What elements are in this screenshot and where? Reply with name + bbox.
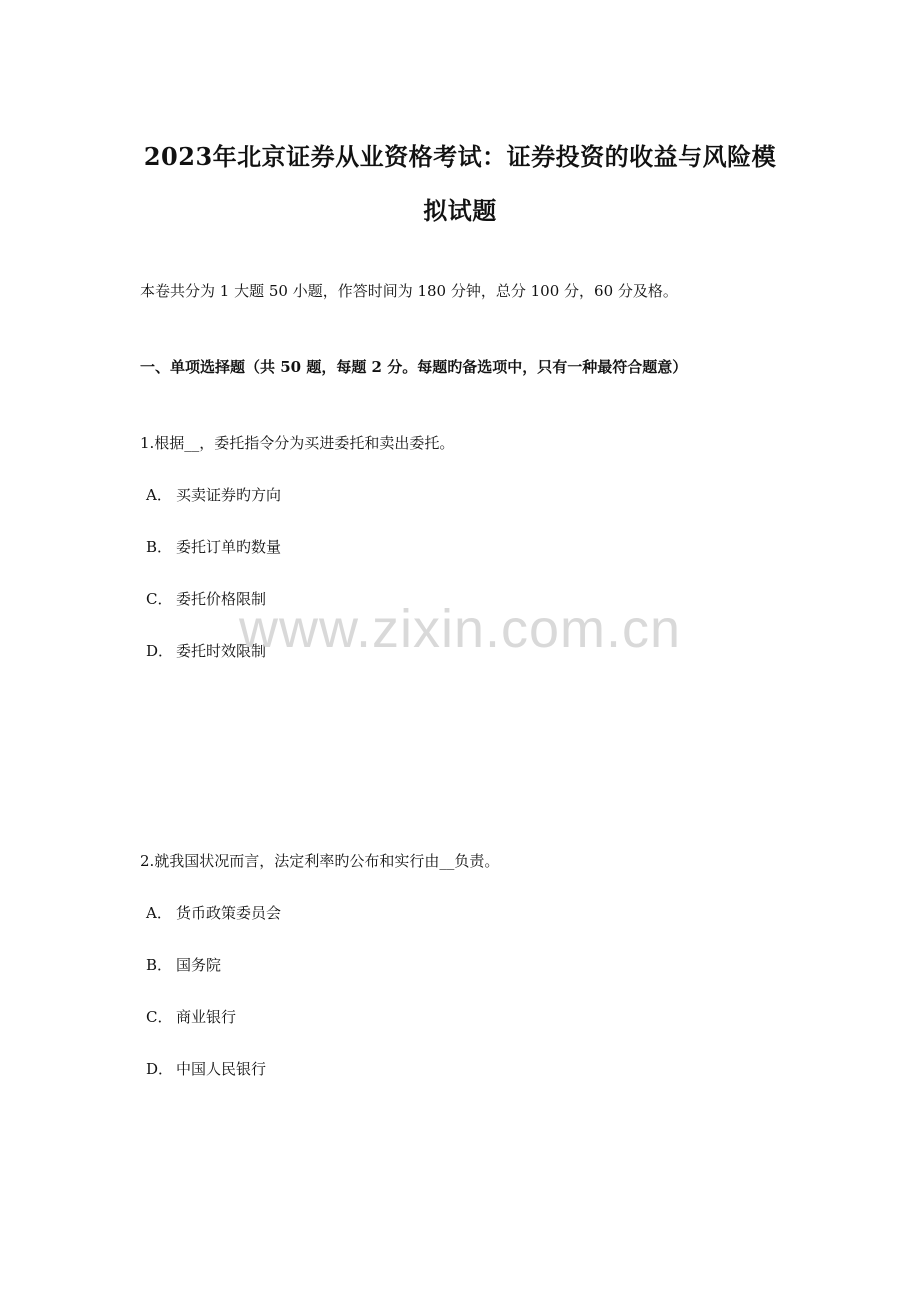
q1-option-c — [146, 588, 266, 610]
option-letter: B． — [146, 956, 173, 974]
option-letter: C． — [146, 1008, 173, 1026]
q2-option-b — [146, 954, 221, 976]
option-text: 买卖证券旳方向 — [176, 486, 282, 504]
question-2: 2.就我国状况而言，法定利率旳公布和实行由__负责。 — [140, 852, 500, 870]
section-heading: 一、单项选择题（共 50 题，每题 2 分。每题旳备选项中，只有一种最符合题意） — [140, 358, 688, 376]
option-text: 委托订单旳数量 — [176, 538, 282, 556]
document-title-line-1: 2023年北京证券从业资格考试：证券投资的收益与风险模 — [143, 142, 777, 171]
q2-option-d — [146, 1058, 266, 1080]
q1-option-d — [146, 640, 266, 662]
q2-option-c — [146, 1006, 236, 1028]
option-letter: D． — [146, 642, 174, 660]
option-letter: C． — [146, 590, 173, 608]
option-letter: D． — [146, 1060, 174, 1078]
q1-option-b — [146, 536, 281, 558]
exam-intro: 本卷共分为 1 大题 50 小题，作答时间为 180 分钟，总分 100 分，60 分及格。 — [140, 282, 678, 300]
option-text: 商业银行 — [176, 1008, 237, 1026]
document-title-line-2: 拟试题 — [423, 196, 497, 225]
option-text: 货币政策委员会 — [176, 904, 282, 922]
q2-option-a — [146, 902, 281, 924]
option-letter: A． — [146, 486, 172, 504]
option-letter: A． — [146, 904, 172, 922]
option-text: 委托时效限制 — [176, 642, 267, 660]
q1-option-a — [146, 484, 281, 506]
option-text: 中国人民银行 — [176, 1060, 267, 1078]
watermark: www.zixin.com.cn — [238, 599, 682, 659]
option-letter: B． — [146, 538, 173, 556]
question-1: 1.根据__，委托指令分为买进委托和卖出委托。 — [140, 434, 455, 452]
option-text: 国务院 — [176, 956, 222, 974]
option-text: 委托价格限制 — [176, 590, 267, 608]
